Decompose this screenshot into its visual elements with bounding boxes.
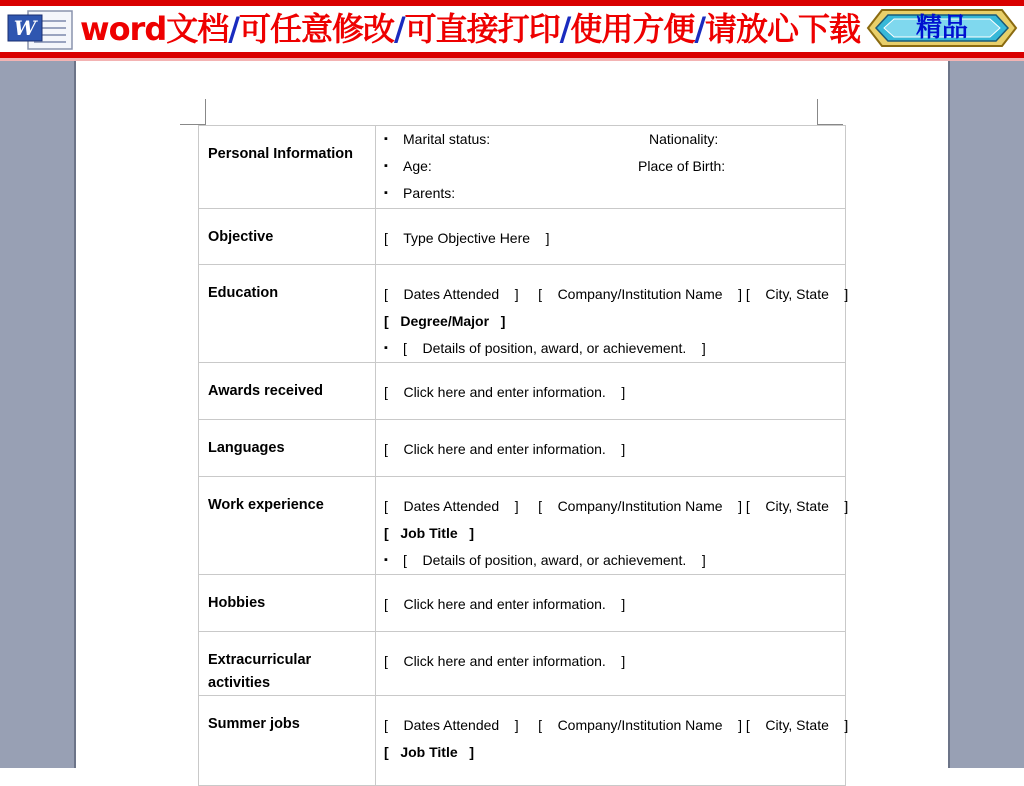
extracurricular-cell[interactable] bbox=[376, 632, 846, 696]
city-placeholder: City, State bbox=[765, 498, 829, 514]
left-gutter bbox=[0, 61, 74, 768]
table-row bbox=[199, 363, 846, 420]
table-row bbox=[199, 126, 846, 209]
row-label: Objective bbox=[199, 209, 376, 265]
row-label: Summer jobs bbox=[199, 696, 376, 786]
row-label: Work experience bbox=[199, 477, 376, 575]
table-row bbox=[199, 209, 846, 265]
marital-status-label: Marital status: bbox=[403, 131, 491, 147]
banner-title-slash: / bbox=[559, 10, 571, 48]
detail-placeholder: Details of position, award, or achievement. bbox=[422, 552, 687, 568]
banner-title-part: 可直接打印 bbox=[404, 10, 560, 48]
detail-placeholder: Details of position, award, or achievement. bbox=[422, 340, 687, 356]
job-title-placeholder: Job Title bbox=[400, 525, 458, 541]
place-of-birth-label: Place of Birth: bbox=[638, 158, 726, 174]
title-line: [ Job Title ] bbox=[384, 744, 474, 760]
row-label: Education bbox=[199, 265, 376, 363]
banner-title-part: 可任意修改 bbox=[238, 10, 394, 48]
premium-badge-label: 精品 bbox=[915, 13, 968, 43]
hobbies-cell[interactable] bbox=[376, 575, 846, 632]
entry-header-line: [ Dates Attended ] [ Company/Institution Name ] [ City, State ] bbox=[384, 717, 849, 733]
banner-title-part: 请放心下载 bbox=[705, 10, 861, 48]
degree-placeholder: Degree/Major bbox=[400, 313, 490, 329]
title-line: [ Degree/Major ] bbox=[384, 313, 506, 329]
crop-mark bbox=[817, 99, 818, 125]
banner-title-part: word文档 bbox=[80, 10, 229, 48]
list-item bbox=[384, 153, 845, 180]
table-row bbox=[199, 575, 846, 632]
city-placeholder: City, State bbox=[765, 286, 829, 302]
hobbies-placeholder: Click here and enter information. bbox=[403, 596, 606, 612]
list-item bbox=[384, 126, 845, 153]
banner-title-slash: / bbox=[228, 10, 239, 48]
table-row bbox=[199, 420, 846, 477]
promo-banner bbox=[0, 0, 1024, 58]
table-row bbox=[199, 696, 846, 786]
work-experience-cell[interactable] bbox=[376, 477, 849, 575]
title-line: [ Job Title ] bbox=[384, 525, 474, 541]
table-row bbox=[199, 632, 846, 696]
banner-title-slash: / bbox=[393, 10, 405, 48]
placeholder-line: [ Click here and enter information. ] bbox=[384, 596, 626, 612]
summer-jobs-cell[interactable] bbox=[376, 696, 849, 786]
nationality-label: Nationality: bbox=[649, 131, 719, 147]
entry-header-line: [ Dates Attended ] [ Company/Institution Name ] [ City, State ] bbox=[384, 498, 849, 514]
dates-placeholder: Dates Attended bbox=[403, 717, 500, 733]
objective-placeholder: Type Objective Here bbox=[403, 230, 531, 246]
placeholder-line: [ Click here and enter information. ] bbox=[384, 653, 626, 669]
placeholder-line: [ Click here and enter information. ] bbox=[384, 384, 626, 400]
languages-cell[interactable] bbox=[376, 420, 846, 477]
banner-title-slash: / bbox=[694, 10, 706, 48]
parents-label: Parents: bbox=[403, 185, 456, 201]
job-title-placeholder: Job Title bbox=[400, 744, 458, 760]
entry-header-line: [ Dates Attended ] [ Company/Institution Name ] [ City, State ] bbox=[384, 286, 849, 302]
age-label: Age: bbox=[403, 158, 432, 174]
banner-title-part: 使用方便 bbox=[570, 10, 695, 48]
table-row bbox=[199, 265, 846, 363]
placeholder-line: [ Click here and enter information. ] bbox=[384, 441, 626, 457]
resume-table bbox=[198, 125, 849, 786]
right-gutter bbox=[950, 61, 1024, 768]
banner-title bbox=[80, 6, 860, 52]
placeholder-line: [ Type Objective Here ] bbox=[384, 230, 550, 246]
row-label: Personal Information bbox=[199, 126, 376, 209]
dates-placeholder: Dates Attended bbox=[403, 286, 500, 302]
list-item bbox=[384, 180, 845, 207]
row-label: Extracurricular activities bbox=[199, 632, 376, 696]
extracurricular-placeholder: Click here and enter information. bbox=[403, 653, 606, 669]
city-placeholder: City, State bbox=[765, 717, 829, 733]
company-placeholder: Company/Institution Name bbox=[557, 498, 723, 514]
awards-cell[interactable] bbox=[376, 363, 846, 420]
education-cell[interactable] bbox=[376, 265, 849, 363]
page-right-edge bbox=[948, 61, 950, 768]
personal-info-cell[interactable] bbox=[376, 126, 846, 209]
row-label: Languages bbox=[199, 420, 376, 477]
company-placeholder: Company/Institution Name bbox=[557, 286, 723, 302]
dates-placeholder: Dates Attended bbox=[403, 498, 500, 514]
languages-placeholder: Click here and enter information. bbox=[403, 441, 606, 457]
svg-text:W: W bbox=[13, 16, 37, 40]
word-document-icon bbox=[6, 9, 76, 51]
table-row bbox=[199, 477, 846, 575]
row-label: Awards received bbox=[199, 363, 376, 420]
company-placeholder: Company/Institution Name bbox=[557, 717, 723, 733]
crop-mark bbox=[205, 99, 206, 125]
list-item: ▪ [ Details of position, award, or achievement. ] bbox=[384, 335, 845, 362]
objective-cell[interactable] bbox=[376, 209, 846, 265]
row-label: Hobbies bbox=[199, 575, 376, 632]
awards-placeholder: Click here and enter information. bbox=[403, 384, 606, 400]
list-item: ▪ [ Details of position, award, or achievement. ] bbox=[384, 547, 845, 574]
